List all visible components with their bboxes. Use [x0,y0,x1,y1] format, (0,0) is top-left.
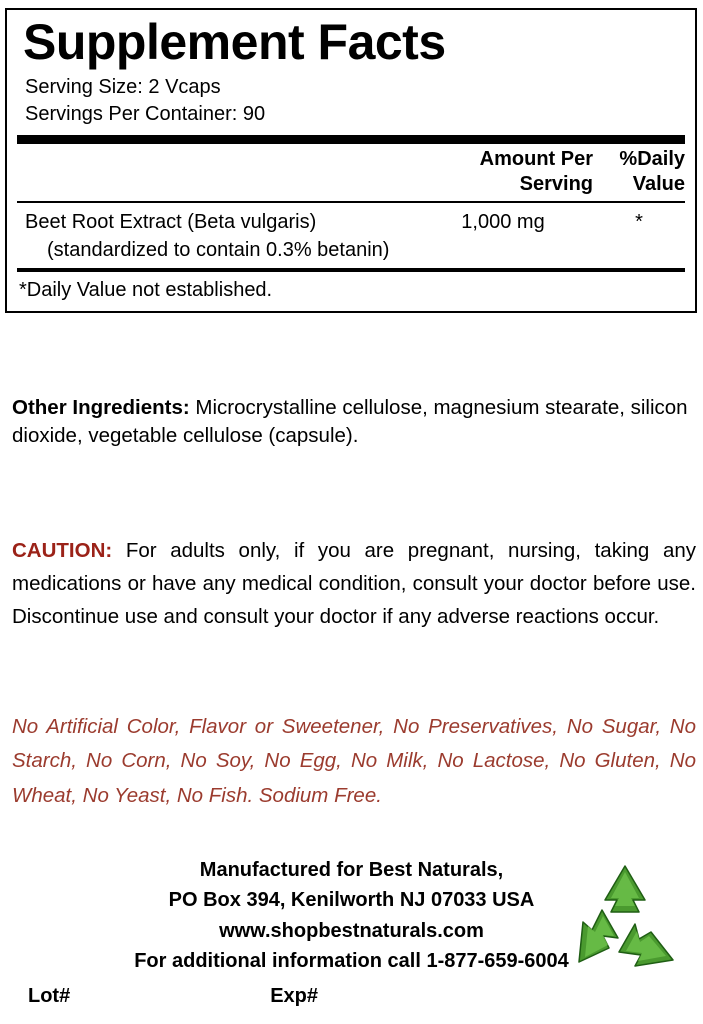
caution-statement [12,534,696,634]
supplement-facts-panel [5,8,697,313]
other-ingredients-label: Other Ingredients: [12,396,190,419]
caution-label: CAUTION: [12,539,113,562]
other-ingredients [12,394,695,451]
recycle-icon [565,862,685,974]
exp-label: Exp# [270,984,319,1007]
nutrient-amount: 1,000 mg [461,211,545,234]
lot-exp-line [0,981,703,1011]
serving-size: Serving Size: 2 Vcaps [25,76,221,98]
footer-manufactured-for: Manufactured for Best Naturals, [199,859,504,881]
column-header-amount-line1: Amount Per [479,148,593,171]
column-header-dv-line2: Value [632,173,685,196]
column-header-amount [373,147,593,197]
divider-bottom [17,268,685,272]
footer-website: www.shopbestnaturals.com [219,919,484,942]
lot-label: Lot# [28,984,71,1007]
divider-thick-top [17,135,685,144]
footer-address: PO Box 394, Kenilworth NJ 07033 USA [168,889,535,912]
page-title: Supplement Facts [23,14,446,70]
nutrient-subtext: (standardized to contain 0.3% betanin) [47,238,390,261]
table-header-row [17,144,685,201]
column-header-amount-line2: Serving [519,173,593,196]
nutrient-name-cell [25,209,413,264]
nutrient-name: Beet Root Extract (Beta vulgaris) [25,211,317,234]
column-header-daily-value [593,147,685,197]
caution-text: For adults only, if you are pregnant, nursing, taking any medications or have any medical condition, consult your doctor before use. Discontinue use and consult your doctor if any adverse reactions occur. [12,539,696,629]
other-ingredients-text: Microcrystalline cellulose, magnesium stearate, silicon dioxide, vegetable cellulose (capsule). [12,396,688,448]
table-row [17,203,685,268]
servings-per-container: Servings Per Container: 90 [25,102,266,125]
footer-phone: For additional information call 1-877-659-6004 [134,950,569,973]
column-header-dv-line1: %Daily [619,148,685,171]
free-from-claims: No Artificial Color, Flavor or Sweetener, No Preservatives, No Sugar, No Starch, No Corn, No Soy, No Egg, No Milk, No Lactose, No Gluten, No Wheat, No Yeast, No Fish. Sodium Free. [12,715,696,807]
daily-value-footnote: *Daily Value not established. [19,279,273,302]
nutrient-daily-value: * [635,211,643,234]
